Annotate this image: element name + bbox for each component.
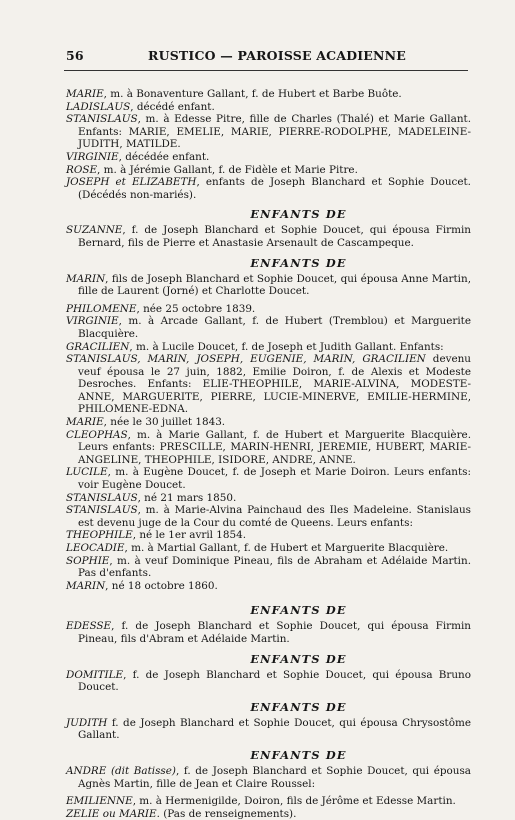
person-name: EDESSE [66, 620, 112, 633]
entry-text: devenu veuf épousa le 27 juin, 1882, Emilie Doiron, f. de Alexis et Modeste Desroches. Enfants: ELIE-THEOPHILE, MARIE-ALVINA, MODESTE-ANNE, MARGUERITE, PIERRE, LUCIE-MINERVE, EMILIE-HERMINE, PHILOMENE-EDNA. [78, 353, 471, 416]
genealogy-entry [66, 555, 471, 580]
person-name: STANISLAUS [66, 113, 138, 126]
genealogy-entry [66, 315, 471, 340]
entry-text: , née le 30 juillet 1843. [103, 416, 226, 429]
section-heading: ENFANTS DE [250, 603, 347, 618]
genealogy-entry [66, 504, 471, 529]
person-name: THEOPHILE [66, 529, 133, 542]
page-body [66, 88, 471, 820]
entry-text: , m. à Lucile Doucet, f. de Joseph et Judith Gallant. Enfants: [129, 340, 444, 353]
person-name: MARIN [66, 579, 106, 592]
person-name: JUDITH [66, 716, 108, 729]
entry-text: , né le 1er avril 1854. [132, 529, 247, 542]
genealogy-entry [66, 113, 471, 151]
genealogy-entry [66, 542, 471, 555]
entry-text: , f. de Joseph Blanchard et Sophie Doucet, qui épousa Firmin Bernard, fils de Pierre et Anastasie Arsenault de Cascampeque. [78, 224, 471, 249]
person-name: LEOCADIE [66, 542, 125, 554]
header-rule [64, 70, 468, 71]
entry-text: , m. à Arcade Gallant, f. de Hubert (Tremblou) et Marguerite Blacquière. [78, 315, 471, 340]
person-name: GRACILIEN [66, 340, 130, 353]
entry-text: , né 21 mars 1850. [137, 491, 237, 504]
entry-text: , m. à veuf Dominique Pineau, fils de Abraham et Adélaide Martin. Pas d'enfants. [78, 554, 471, 580]
entry-text: , m. à Edesse Pitre, fille de Charles (Thalé) et Marie Gallant. Enfants: MARIE, EMELIE, MARIE, PIERRE-RODOLPHE, MADELEINE-JUDITH, MATILDE. [78, 113, 471, 151]
genealogy-entry [66, 580, 471, 593]
person-name: VIRGINIE [66, 315, 119, 328]
entry-text: , m. à Hermenigilde, Doiron, fils de Jérôme et Edesse Martin. [132, 795, 456, 808]
section-heading: ENFANTS DE [250, 699, 347, 714]
entry-text: , m. à Marie-Alvina Painchaud des Iles Madeleine. Stanislaus est devenu juge de la Cour du comté de Queens. Leurs enfants: [78, 504, 471, 529]
genealogy-entry [66, 224, 471, 249]
genealogy-entry [66, 669, 471, 694]
entry-text: , f. de Joseph Blanchard et Sophie Doucet, qui épousa Bruno Doucet. [78, 668, 471, 694]
entry-text: , m. à Jérémie Gallant, f. de Fidèle et Marie Pitre. [97, 163, 358, 176]
genealogy-entry [66, 416, 471, 429]
genealogy-entry [66, 620, 471, 645]
entry-text: , m. à Bonaventure Gallant, f. de Hubert et Barbe Buôte. [103, 88, 402, 100]
entry-text: . (Pas de renseignements). [156, 807, 297, 820]
genealogy-entry [66, 176, 471, 201]
person-name: EMILIENNE [66, 795, 133, 808]
person-name: STANISLAUS, MARIN, JOSEPH, EUGENIE, MARIN, GRACILIEN [66, 353, 426, 366]
entry-text: , m. à Martial Gallant, f. de Hubert et Marguerite Blacquière. [124, 542, 449, 554]
person-name: MARIE [66, 88, 104, 100]
entry-text: , décédé enfant. [130, 100, 215, 113]
person-name: PHILOMENE [66, 302, 137, 315]
entry-text: , né 18 octobre 1860. [105, 579, 218, 592]
person-name: DOMITILE [66, 668, 124, 681]
genealogy-entry [66, 466, 471, 491]
section-heading: ENFANTS DE [250, 255, 347, 270]
person-name: VIRGINIE [66, 150, 119, 163]
person-name: JOSEPH et ELIZABETH [66, 176, 197, 189]
running-title: RUSTICO — PAROISSE ACADIENNE [148, 48, 407, 63]
person-name: LUCILE [66, 466, 108, 479]
person-name: ZELIE ou MARIE [66, 807, 157, 820]
entry-text: , fils de Joseph Blanchard et Sophie Doucet, qui épousa Anne Martin, fille de Laurent (Jorné) et Charlotte Doucet. [78, 272, 471, 298]
person-name: LADISLAUS [66, 100, 131, 113]
page-number: 56 [66, 48, 84, 63]
person-name: STANISLAUS [66, 491, 138, 504]
entry-text: , née 25 octobre 1839. [136, 302, 256, 315]
entry-text: , f. de Joseph Blanchard et Sophie Doucet, qui épousa Agnès Martin, fille de Jean et Claire Roussel: [78, 764, 471, 790]
genealogy-entry [66, 795, 471, 808]
entry-text: , m. à Eugène Doucet, f. de Joseph et Marie Doiron. Leurs enfants: voir Eugène Doucet. [78, 466, 471, 492]
person-name: MARIN [66, 272, 106, 285]
person-name: MARIE [66, 416, 104, 429]
genealogy-entry [66, 164, 471, 177]
section-heading: ENFANTS DE [250, 747, 347, 762]
genealogy-entry [66, 353, 471, 416]
entry-text: , f. de Joseph Blanchard et Sophie Doucet, qui épousa Firmin Pineau, fils d'Abram et Adélaide Martin. [78, 620, 471, 645]
genealogy-entry [66, 273, 471, 298]
entry-text: , décédée enfant. [118, 150, 210, 163]
genealogy-entry [66, 529, 471, 542]
genealogy-entry [66, 303, 471, 316]
person-name: ANDRE (dit Batisse) [66, 764, 176, 777]
entry-text: , m. à Marie Gallant, f. de Hubert et Marguerite Blacquière. Leurs enfants: PRESCILLE, MARIN-HENRI, JEREMIE, HUBERT, MARIE-ANGELINE, THEOPHILE, ISIDORE, ANDRE, ANNE. [78, 428, 471, 466]
genealogy-entry [66, 341, 471, 354]
genealogy-entry [66, 429, 471, 467]
genealogy-entry [66, 101, 471, 114]
genealogy-entry [66, 151, 471, 164]
person-name: ROSE [66, 163, 98, 176]
entry-text: , enfants de Joseph Blanchard et Sophie Doucet. (Décédés non-mariés). [78, 176, 471, 201]
page-header [0, 46, 515, 70]
genealogy-entry [66, 88, 471, 101]
person-name: STANISLAUS [66, 504, 138, 517]
genealogy-entry [66, 808, 471, 820]
person-name: SUZANNE [66, 224, 123, 237]
section-heading: ENFANTS DE [250, 207, 347, 222]
person-name: SOPHIE [66, 554, 110, 567]
person-name: CLEOPHAS [66, 428, 128, 441]
genealogy-entry [66, 717, 471, 742]
genealogy-entry [66, 492, 471, 505]
section-heading: ENFANTS DE [250, 651, 347, 666]
entry-text: f. de Joseph Blanchard et Sophie Doucet, qui épousa Chrysostôme Gallant. [78, 716, 471, 742]
genealogy-entry [66, 765, 471, 790]
